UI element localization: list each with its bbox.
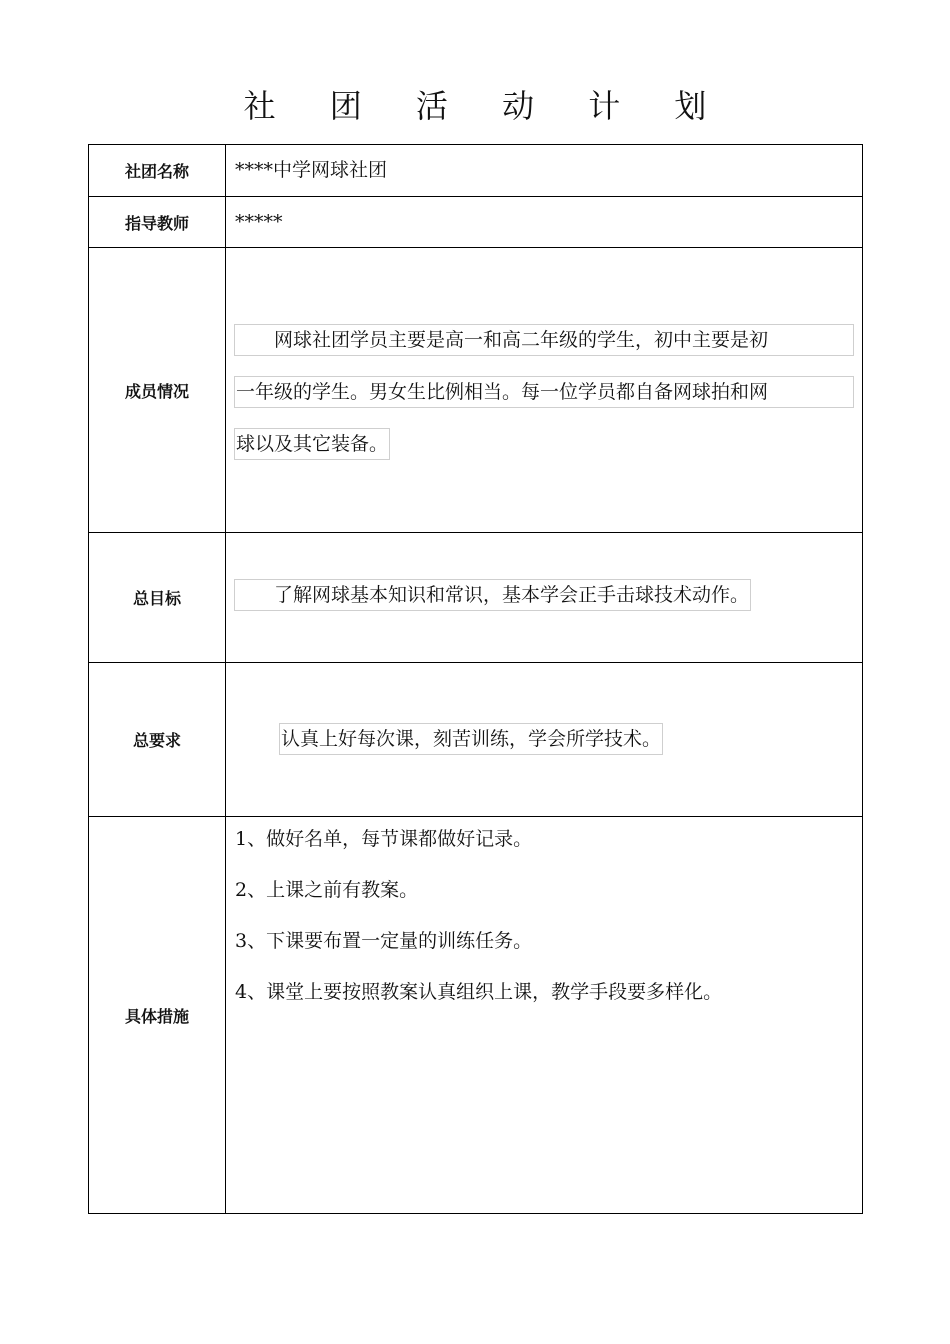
teacher-value: ***** (235, 211, 283, 233)
members-text (226, 248, 862, 480)
members-line: 球以及其它装备。 (234, 428, 390, 460)
requirement-cell (226, 663, 863, 817)
plan-table (88, 144, 863, 1214)
row-goal (89, 533, 863, 663)
row-requirement (89, 663, 863, 817)
club-name-label: 社团名称 (89, 145, 226, 197)
row-measures (89, 817, 863, 1214)
members-cell (226, 248, 863, 533)
requirement-value: 认真上好每次课，刻苦训练，学会所学技术。 (279, 723, 663, 755)
requirement-label: 总要求 (89, 663, 226, 817)
measure-item: 4、课堂上要按照教案认真组织上课，教学手段要多样化。 (235, 981, 723, 1003)
members-line: 一年级的学生。男女生比例相当。每一位学员都自备网球拍和网 (234, 376, 854, 408)
teacher-cell (226, 197, 863, 248)
measures-cell (226, 817, 863, 1214)
goal-label: 总目标 (89, 533, 226, 663)
measures-label: 具体措施 (89, 817, 226, 1214)
document-title: 社 团 活 动 计 划 (243, 87, 729, 125)
measure-item: 1、做好名单，每节课都做好记录。 (235, 828, 533, 850)
club-name-value: ****中学网球社团 (235, 159, 388, 181)
goal-cell (226, 533, 863, 663)
row-club-name (89, 145, 863, 197)
measure-item: 2、上课之前有教案。 (235, 879, 419, 901)
measures-list (226, 817, 862, 1007)
row-members (89, 248, 863, 533)
measure-item: 3、下课要布置一定量的训练任务。 (235, 930, 533, 952)
members-line: 网球社团学员主要是高一和高二年级的学生，初中主要是初 (234, 324, 854, 356)
row-teacher (89, 197, 863, 248)
goal-value: 了解网球基本知识和常识，基本学会正手击球技术动作。 (234, 579, 751, 611)
members-label: 成员情况 (89, 248, 226, 533)
club-name-cell (226, 145, 863, 197)
teacher-label: 指导教师 (89, 197, 226, 248)
